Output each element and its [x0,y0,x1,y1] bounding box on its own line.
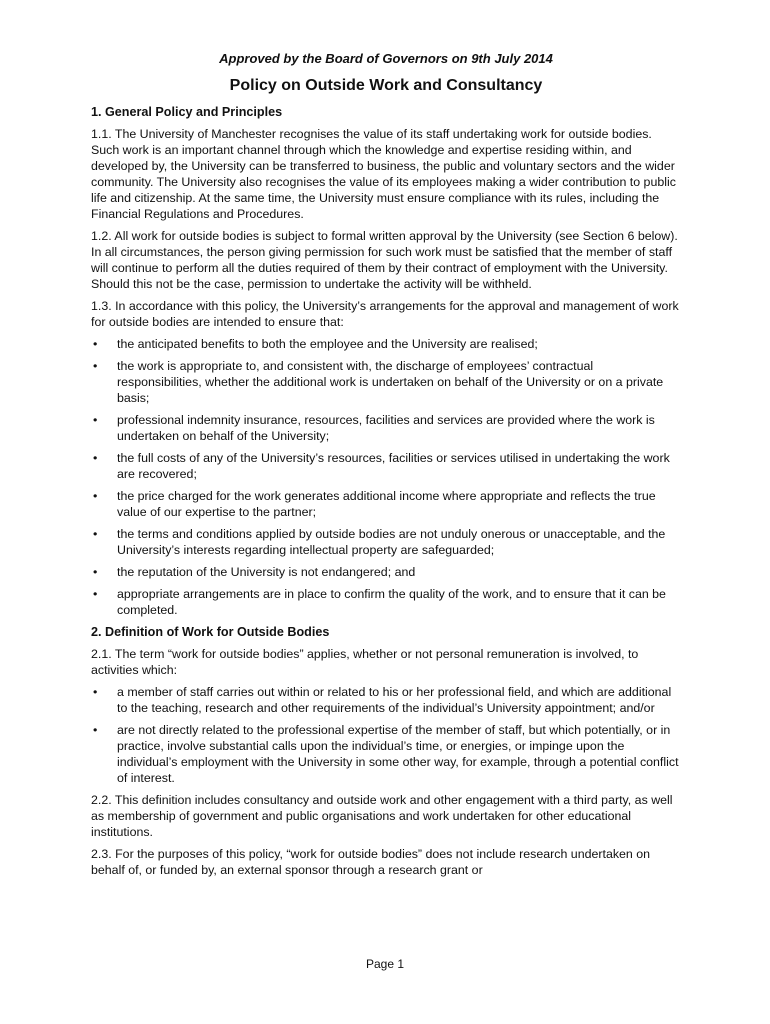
bullet-icon: • [93,413,98,427]
list-item [91,488,681,520]
list-item-text: are not directly related to the professional expertise of the member of staff, but which potentially, or in practice, involve substantial calls upon the individual’s time, or energies, or impinge upon the individual’s employment with the University in some other way, for example, through a potential conflict of interest. [117,723,679,785]
list-item-text: the terms and conditions applied by outside bodies are not unduly onerous or unacceptable, and the University’s interests regarding intellectual property are safeguarded; [117,527,666,557]
section-2-bullet-list [91,684,681,786]
paragraph-1-2: 1.2. All work for outside bodies is subject to formal written approval by the University (see Section 6 below). In all circumstances, the person giving permission for such work must be satisfied that the member of staff will continue to perform all the duties required of them by their contract of employment with the University. Should this not be the case, permission to undertake the activity will be withheld. [91,229,678,291]
page-number: Page 1 [365,957,405,971]
list-item [91,586,681,618]
approval-note: Approved by the Board of Governors on 9th July 2014 [219,51,553,66]
list-item-text: the anticipated benefits to both the employee and the University are realised; [117,337,538,351]
list-item-text: the full costs of any of the University’s resources, facilities or services utilised in undertaking the work are recovered; [117,451,670,481]
document-body [91,50,681,884]
bullet-icon: • [93,337,98,351]
section-1-heading: 1. General Policy and Principles [91,105,283,119]
list-item-text: the reputation of the University is not endangered; and [117,565,416,579]
paragraph-1-3: 1.3. In accordance with this policy, the University’s arrangements for the approval and management of work for outside bodies are intended to ensure that: [91,299,679,329]
list-item [91,336,681,352]
list-item-text: the price charged for the work generates additional income where appropriate and reflects the true value of our expertise to the partner; [117,489,656,519]
bullet-icon: • [93,527,98,541]
paragraph-2-1: 2.1. The term “work for outside bodies” applies, whether or not personal remuneration is involved, to activities which: [91,647,639,677]
document-title: Policy on Outside Work and Consultancy [229,77,543,94]
list-item [91,526,681,558]
bullet-icon: • [93,685,98,699]
bullet-icon: • [93,489,98,503]
list-item [91,412,681,444]
list-item [91,722,681,786]
section-2-heading: 2. Definition of Work for Outside Bodies [91,625,330,639]
paragraph-2-3: 2.3. For the purposes of this policy, “work for outside bodies” does not include research undertaken on behalf of, or funded by, an external sponsor through a research grant or [91,847,651,877]
section-1-bullet-list [91,336,681,618]
list-item-text: appropriate arrangements are in place to confirm the quality of the work, and to ensure that it can be completed. [117,587,666,617]
list-item [91,358,681,406]
paragraph-1-1: 1.1. The University of Manchester recognises the value of its staff undertaking work for outside bodies. Such work is an important channel through which the knowledge and expertise residing within, and developed by, the University can be transferred to business, the public and voluntary sectors and the wider community. The University also recognises the value of its employees making a wider contribution to public life and citizenship. At the same time, the University must ensure compliance with its rules, including the Financial Regulations and Procedures. [91,127,676,221]
paragraph-2-2: 2.2. This definition includes consultancy and outside work and other engagement with a third party, as well as membership of government and public organisations and work undertaken for other educational institutions. [91,793,673,839]
list-item-text: professional indemnity insurance, resources, facilities and services are provided where the work is undertaken on behalf of the University; [117,413,655,443]
bullet-icon: • [93,565,98,579]
bullet-icon: • [93,451,98,465]
bullet-icon: • [93,359,98,373]
list-item [91,450,681,482]
bullet-icon: • [93,723,98,737]
bullet-icon: • [93,587,98,601]
list-item [91,684,681,716]
list-item-text: the work is appropriate to, and consistent with, the discharge of employees’ contractual responsibilities, whether the additional work is undertaken on behalf of the University or on a private basis; [117,359,664,405]
list-item [91,564,681,580]
list-item-text: a member of staff carries out within or related to his or her professional field, and which are additional to the teaching, research and other requirements of the individual’s University appointment; and/or [117,685,672,715]
